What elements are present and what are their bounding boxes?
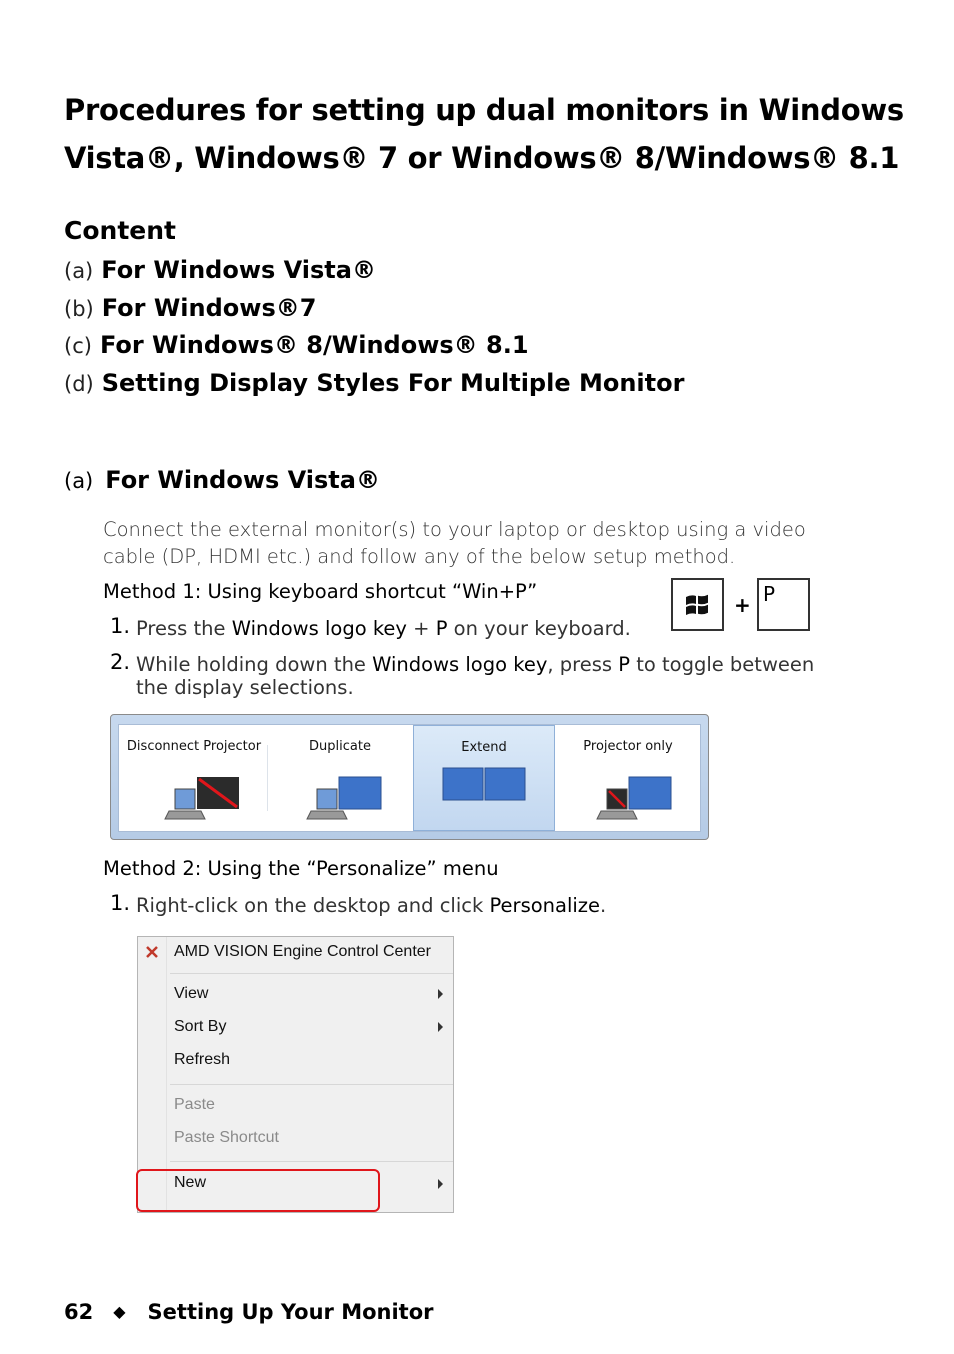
option-label: Projector only (583, 739, 673, 754)
page-footer (64, 1300, 434, 1324)
menu-item-amd[interactable]: AMD VISION Engine Control Center (174, 943, 431, 960)
step-number: 2. (110, 650, 131, 674)
toc-heading: Content (64, 216, 176, 245)
section-a-title: For Windows Vista® (105, 466, 380, 494)
step-text: While holding down the (136, 653, 373, 676)
menu-item-refresh[interactable]: Refresh (174, 1051, 231, 1068)
step-emphasis: P (618, 653, 631, 676)
submenu-arrow-icon (438, 989, 443, 999)
step-emphasis: P (435, 617, 448, 640)
option-disconnect-projector[interactable] (123, 725, 265, 831)
projector-dialog-body (118, 724, 701, 832)
page-title-line1: Procedures for setting up dual monitors in Windows (64, 93, 904, 127)
toc-item-a[interactable] (64, 252, 684, 290)
option-extend[interactable] (413, 725, 555, 831)
p-key-label: P (763, 582, 776, 606)
amd-icon (145, 945, 159, 959)
section-a-letter: (a) (64, 469, 94, 493)
menu-divider (170, 1161, 453, 1162)
laptop-duplicate-icon (303, 767, 393, 827)
toc-item-c[interactable] (64, 327, 684, 365)
option-label: Disconnect Projector (126, 739, 262, 754)
toc-list (64, 252, 684, 402)
menu-item-new[interactable]: New (174, 1174, 207, 1191)
page-number: 62 (64, 1300, 94, 1324)
step-number: 1. (110, 891, 131, 915)
submenu-arrow-icon (438, 1179, 443, 1189)
step-text: on your keyboard. (447, 617, 631, 640)
footer-section: Setting Up Your Monitor (147, 1300, 434, 1324)
menu-item-view[interactable]: View (174, 985, 209, 1002)
section-a-intro: Connect the external monitor(s) to your laptop or desktop using a video cable (DP, HDMI etc.) and follow any of the below setup method. (103, 518, 806, 568)
toc-item-d[interactable] (64, 365, 684, 403)
method1-step2 (110, 650, 816, 699)
windows-key (671, 578, 724, 631)
diamond-icon: ◆ (113, 1302, 126, 1321)
method1-title: Method 1: Using keyboard shortcut “Win+P” (103, 580, 538, 603)
menu-divider (170, 1084, 453, 1085)
method1-step1 (110, 614, 676, 640)
menu-item-sort-by[interactable]: Sort By (174, 1018, 227, 1035)
step-emphasis: Personalize (489, 894, 601, 917)
plus-sign: + (734, 593, 751, 617)
toc-letter: (b) (64, 296, 94, 321)
step-number: 1. (110, 614, 131, 638)
menu-divider (170, 973, 453, 974)
step-text: . (600, 894, 607, 917)
option-label: Duplicate (309, 739, 371, 754)
option-separator (267, 745, 268, 811)
option-duplicate[interactable] (269, 725, 411, 831)
laptop-disconnected-icon (161, 767, 251, 827)
toc-letter: (c) (64, 334, 92, 358)
toc-text: For Windows Vista® (101, 256, 376, 284)
menu-item-paste: Paste (174, 1096, 215, 1113)
option-label: Extend (461, 740, 507, 755)
method2-title: Method 2: Using the “Personalize” menu (103, 857, 499, 880)
section-a-heading (64, 466, 380, 494)
highlight-box (136, 1169, 380, 1212)
page-title (64, 86, 904, 182)
step-text: to toggle between the display selections. (136, 653, 815, 699)
step-emphasis: Windows logo key (372, 653, 548, 676)
method2-step1 (110, 891, 736, 917)
step-text: Right-click on the desktop and click (136, 894, 490, 917)
extend-monitors-icon (441, 766, 531, 806)
step-text: Press the (136, 617, 232, 640)
projector-dialog (110, 714, 709, 840)
step-text: + (406, 617, 436, 640)
menu-item-paste-shortcut: Paste Shortcut (174, 1129, 279, 1146)
option-projector-only[interactable] (557, 725, 699, 831)
submenu-arrow-icon (438, 1022, 443, 1032)
projector-only-icon (593, 767, 683, 827)
step-text: , press (547, 653, 619, 676)
toc-letter: (d) (64, 371, 94, 396)
toc-text: For Windows®7 (101, 293, 317, 322)
toc-item-b[interactable] (64, 290, 684, 328)
toc-text: Setting Display Styles For Multiple Monitor (101, 368, 685, 397)
toc-text: For Windows® 8/Windows® 8.1 (99, 331, 529, 359)
p-key (757, 578, 810, 631)
page-title-line2: Vista®, Windows® 7 or Windows® 8/Windows® 8.1 (64, 141, 900, 175)
toc-letter: (a) (64, 259, 94, 283)
step-emphasis: Windows logo key (231, 617, 407, 640)
windows-logo-icon (673, 580, 722, 629)
